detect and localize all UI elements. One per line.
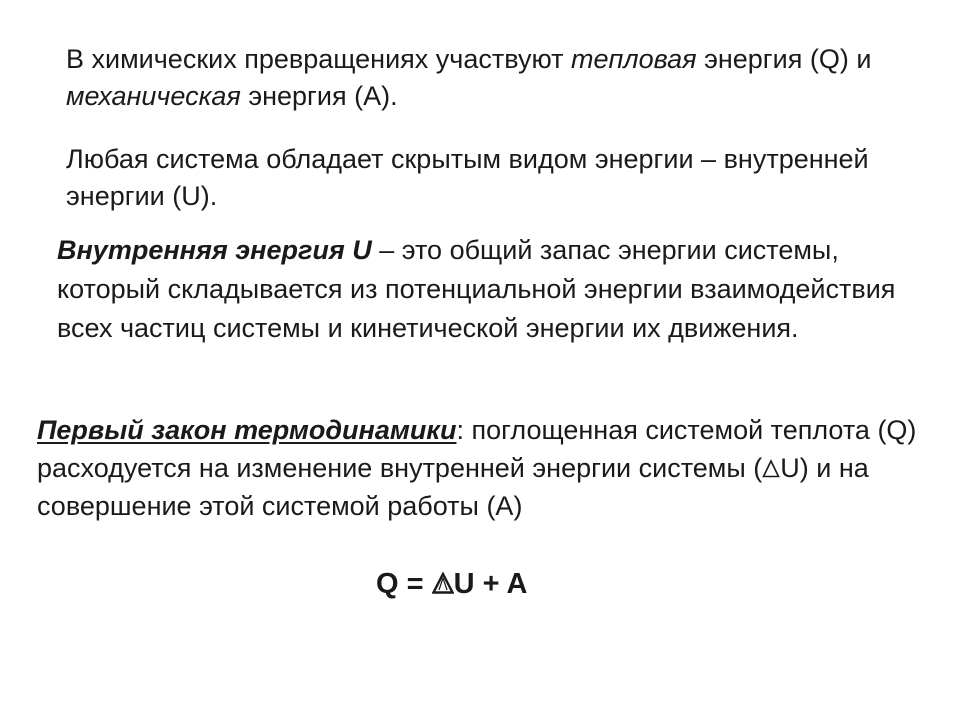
paragraph-internal-energy-intro: Любая система обладает скрытым видом энергии – внутренней энергии (U). — [66, 144, 869, 211]
formula-right: U + A — [453, 568, 528, 600]
p4-delta-label: U — [780, 453, 800, 483]
paragraph-first-law — [37, 411, 942, 525]
p1-text-c: энергия (Q) и — [696, 44, 872, 74]
term-internal-energy: Внутренняя энергия U — [57, 235, 372, 265]
p1-mechanical-italic: механическая — [66, 81, 241, 111]
formula-first-law — [376, 565, 527, 603]
delta-triangle-icon — [432, 566, 454, 588]
paragraph-energy-types — [66, 41, 946, 115]
p4-text-b: ) и на совершение этой системой работы (А) — [37, 453, 869, 521]
term-first-law: Первый закон термодинамики — [37, 415, 457, 445]
formula-left: Q = — [376, 568, 432, 600]
p1-text-e: энергия (А). — [240, 81, 398, 111]
p3-text: – это общий запас энергии системы, который складывается из потенциальной энергии взаимодействия всех частиц системы и кинетической энергии их движения. — [57, 235, 896, 343]
p1-text-a: В химических превращениях участвуют — [66, 44, 572, 74]
p1-thermal-italic: тепловая — [571, 44, 697, 74]
p4-text-a: : поглощенная системой теплота (Q) расходуется на изменение внутренней энергии системы ( — [37, 415, 917, 483]
paragraph-internal-energy-definition — [57, 231, 947, 348]
delta-triangle-icon — [762, 450, 780, 469]
